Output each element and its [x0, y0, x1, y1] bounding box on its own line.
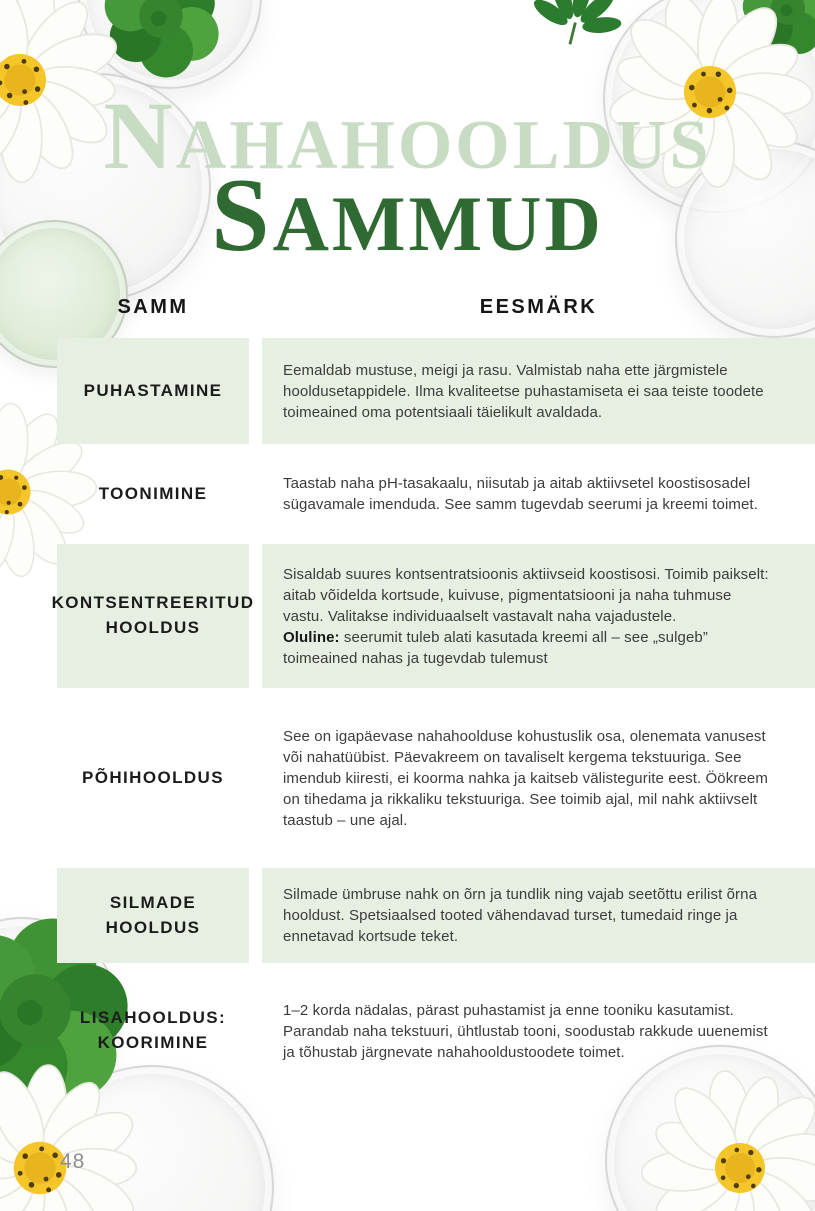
step-cell: KONTSENTREERITUD HOOLDUS: [57, 544, 249, 688]
column-header-samm: SAMM: [117, 296, 189, 318]
purpose-cell: Eemaldab mustuse, meigi ja rasu. Valmistab naha ette järgmistele hooldusetappidele. Ilma kvaliteetse puhastamiseta ei saa teiste toodete toimeained oma potentsiaali täielikult avaldada.: [262, 338, 815, 444]
table-row: [57, 450, 815, 538]
purpose-cell: Taastab naha pH-tasakaalu, niisutab ja aitab aktiivsetel koostisosadel sügavamale imenduda. See samm tugevdab seerumi ja kreemi toimet.: [283, 475, 758, 513]
step-cell: LISAHOOLDUS: KOORIMINE: [79, 1008, 227, 1052]
table-row: [57, 868, 815, 963]
page-title: [0, 82, 815, 274]
purpose-cell: See on igapäevase nahahoolduse kohustuslik osa, olenemata vanusest või nahatüübist. Päevakreem on tavaliselt kergema tekstuuriga. See imendub kiiresti, ei koorma nahka ja kaitseb välistegurite eest. Öökreem on tihedama ja rikkaliku tekstuuriga. See toimib ajal, mil nahk aktiivselt taastub – une ajal.: [283, 727, 768, 829]
page-number: 48: [60, 1150, 86, 1173]
table-row: [57, 966, 815, 1096]
title-line-sammud: SAMMUD: [211, 156, 604, 274]
table-row: [51, 544, 815, 688]
important-note-label: Oluline:: [283, 628, 340, 646]
step-cell: PÕHIHOOLDUS: [82, 767, 224, 787]
step-cell: TOONIMINE: [98, 483, 208, 503]
purpose-cell: Silmade ümbruse nahk on õrn ja tundlik ning vajab seetõttu erilist õrna hooldust. Spetsiaalsed tooted vähendavad turset, tumedaid ringe ja ennetavad kortsude teket.: [262, 868, 815, 963]
title-line-nahahooldus: NAHAHOOLDUS: [103, 82, 712, 189]
purpose-cell: 1–2 korda nädalas, pärast puhastamist ja enne tooniku kasutamist. Parandab naha tekstuuri, ühtlustab tooni, soodustab rakkude uuenemist ja tõhustab järgnevate nahahooldustoodete toimet.: [283, 1001, 768, 1061]
column-header-eesmark: EESMÄRK: [479, 296, 598, 318]
table-row: [57, 338, 815, 444]
table-row: [57, 694, 815, 862]
purpose-cell: Sisaldab suures kontsentratsioonis aktiivseid koostisosi. Toimib paikselt: aitab võidelda kortsude, kuivuse, pigmentatsiooni ja naha tuhmuse vastu. Valitakse individuaalselt vastavalt naha vajadustele. Oluline: seerumit tuleb alati kasutada kreemi all – see „sulgeb” toimeained nahas ja tugevdab tulemust: [262, 544, 815, 688]
step-cell: SILMADE HOOLDUS: [57, 868, 249, 963]
step-cell: PUHASTAMINE: [57, 338, 249, 444]
